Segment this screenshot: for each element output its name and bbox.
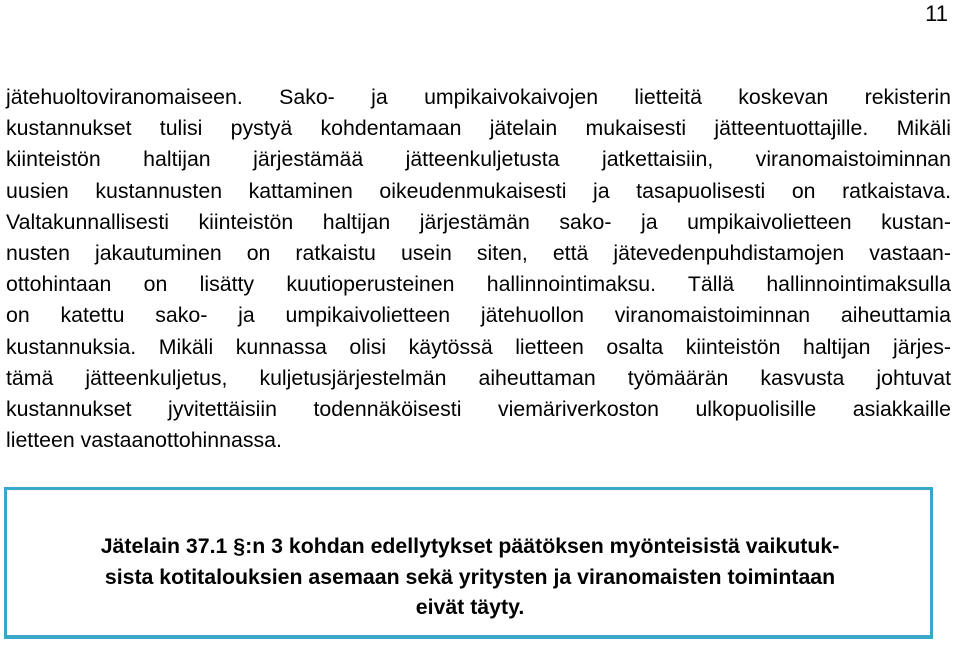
body-line-9: kustannuksia. Mikäli kunnassa olisi käytössä lietteen osalta kiinteistön haltijan järjes- [6, 334, 951, 359]
body-line-3: kiinteistön haltijan järjestämää jätteenkuljetusta jatkettaisiin, viranomaistoiminnan [6, 147, 951, 172]
conclusion-line-3: eivät täyty. [415, 595, 525, 619]
body-paragraph [6, 82, 951, 456]
body-line-2: kustannukset tulisi pystyä kohdentamaan jätelain mukaisesti jätteentuottajille. Mikäli [6, 116, 951, 141]
body-line-5: Valtakunnallisesti kiinteistön haltijan järjestämän sako- ja umpikaivolietteen kustan- [6, 209, 951, 234]
conclusion-line-1: Jätelain 37.1 §:n 3 kohdan edellytykset päätöksen myönteisistä vaikutuk- [100, 534, 840, 558]
body-line-6: nusten jakautuminen on ratkaistu usein siten, että jätevedenpuhdistamojen vastaan- [6, 241, 951, 266]
body-line-1: jätehuoltoviranomaiseen. Sako- ja umpikaivokaivojen lietteitä koskevan rekisterin [6, 85, 951, 109]
conclusion-text [30, 531, 910, 623]
body-line-12: lietteen vastaanottohinnassa. [6, 428, 282, 453]
page-number: 11 [925, 1, 948, 26]
body-line-8: on katettu sako- ja umpikaivolietteen jätehuollon viranomaistoiminnan aiheuttamia [6, 303, 951, 328]
conclusion-line-2: sista kotitalouksien asemaan sekä yritysten ja viranomaisten toimintaan [104, 564, 836, 589]
body-line-7: ottohintaan on lisätty kuutioperusteinen hallinnointimaksu. Tällä hallinnointimaksulla [6, 272, 951, 297]
body-line-10: tämä jätteenkuljetus, kuljetusjärjestelmän aiheuttaman työmäärän kasvusta johtuvat [6, 365, 951, 390]
body-line-11: kustannukset jyvitettäisiin todennäköisesti viemäriverkoston ulkopuolisille asiakkaille [6, 397, 951, 422]
body-line-4: uusien kustannusten kattaminen oikeudenmukaisesti ja tasapuolisesti on ratkaistava. [6, 178, 951, 203]
